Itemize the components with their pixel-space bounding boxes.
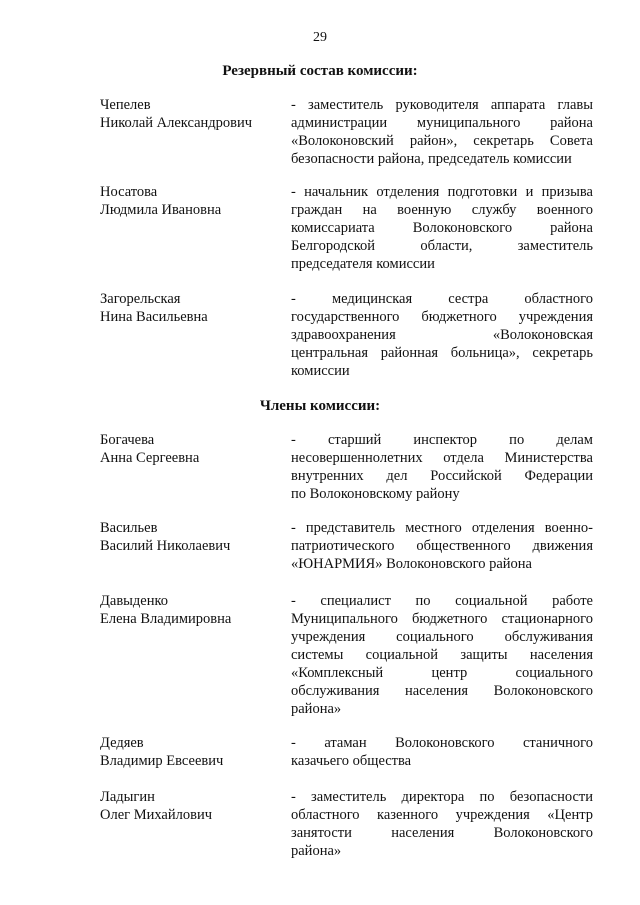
person-role: - атаман Волоконовского станичного казачьего общества: [291, 735, 593, 769]
person-name: Давыденко Елена Владимировна: [100, 593, 232, 627]
page-number: 29: [313, 30, 327, 45]
person-name: Чепелев Николай Александрович: [100, 97, 253, 131]
person-role: - старший инспектор по делам несовершеннолетних отдела Министерства внутренних дел Российской Федерации по Волоконовскому району: [291, 432, 593, 502]
person-name: Васильев Василий Николаевич: [100, 520, 231, 554]
person-role: - заместитель руководителя аппарата главы администрации муниципального района «Волоконовский район», секретарь Совета безопасности района, председатель комиссии: [291, 97, 593, 167]
person-name: Загорельская Нина Васильевна: [100, 291, 208, 325]
person-role: - медицинская сестра областного государственного бюджетного учреждения здравоохранения «Волоконовская центральная районная больница», секретарь комиссии: [291, 291, 593, 379]
person-role: - представитель местного отделения военно- патриотического общественного движения «ЮНАРМИЯ» Волоконовского района: [291, 520, 593, 572]
person-name: Носатова Людмила Ивановна: [100, 184, 222, 218]
section-heading-reserve: Резервный состав комиссии:: [222, 63, 418, 79]
person-role: - специалист по социальной работе Муниципального бюджетного стационарного учреждения социального обслуживания системы социальной защиты населения «Комплексный центр социального обслуживания населения Волоконовского района»: [291, 593, 593, 717]
person-name: Дедяев Владимир Евсеевич: [100, 735, 224, 769]
section-heading-members: Члены комиссии:: [259, 398, 381, 414]
person-role: - начальник отделения подготовки и призыва граждан на военную службу военного комиссариата Волоконовского района Белгородской области, заместитель председателя комиссии: [291, 184, 593, 272]
person-name: Ладыгин Олег Михайлович: [100, 789, 213, 823]
person-role: - заместитель директора по безопасности областного казенного учреждения «Центр занятости населения Волоконовского района»: [291, 789, 593, 859]
person-name: Богачева Анна Сергеевна: [100, 432, 200, 466]
